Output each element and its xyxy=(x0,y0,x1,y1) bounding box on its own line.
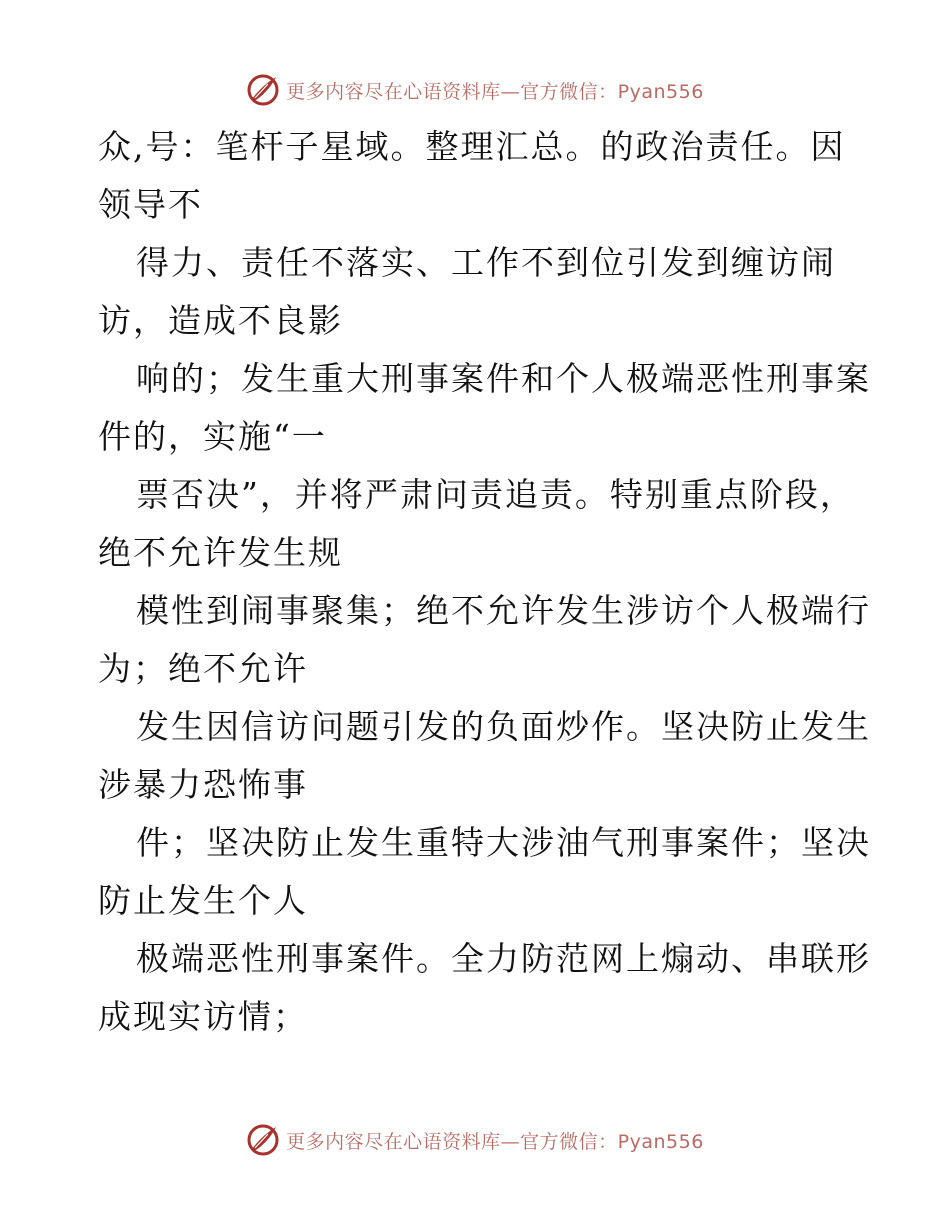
body-line: 模性到闹事聚集；绝不允许发生涉访个人极端行 xyxy=(136,591,871,630)
header-watermark-banner xyxy=(0,70,950,110)
header-watermark-handle: Pyan556 xyxy=(617,80,704,103)
body-line: 涉暴力恐怖事 xyxy=(98,765,308,804)
quill-logo-icon xyxy=(246,73,280,107)
header-watermark-label: 更多内容尽在心语资料库—官方微信： xyxy=(286,80,618,103)
body-line: 防止发生个人 xyxy=(98,881,308,920)
body-line: 为；绝不允许 xyxy=(98,649,308,688)
body-line: 票否决”，并将严肃问责追责。特别重点阶段， xyxy=(136,475,855,514)
body-line: 得力、责任不落实、工作不到位引发到缠访闹 xyxy=(136,243,836,282)
body-line: 众,号：笔杆子星域。整理汇总。的政治责任。因 xyxy=(98,127,846,166)
body-line: 绝不允许发生规 xyxy=(98,533,343,572)
body-line: 件；坚决防止发生重特大涉油气刑事案件；坚决 xyxy=(136,823,871,862)
body-line: 件的，实施“一 xyxy=(98,417,327,456)
body-line: 极端恶性刑事案件。全力防范网上煽动、串联形 xyxy=(136,939,871,978)
body-line: 成现实访情； xyxy=(98,997,308,1036)
header-watermark-text xyxy=(286,77,704,104)
document-body xyxy=(98,118,871,1046)
footer-watermark-handle: Pyan556 xyxy=(617,1130,704,1153)
quill-logo-icon xyxy=(246,1123,280,1157)
body-line: 发生因信访问题引发的负面炒作。坚决防止发生 xyxy=(136,707,871,746)
body-line: 领导不 xyxy=(98,185,203,224)
footer-watermark-banner xyxy=(0,1120,950,1160)
body-line: 访，造成不良影 xyxy=(98,301,343,340)
footer-watermark-text xyxy=(286,1127,704,1154)
body-line: 响的；发生重大刑事案件和个人极端恶性刑事案 xyxy=(136,359,871,398)
footer-watermark-label: 更多内容尽在心语资料库—官方微信： xyxy=(286,1130,618,1153)
